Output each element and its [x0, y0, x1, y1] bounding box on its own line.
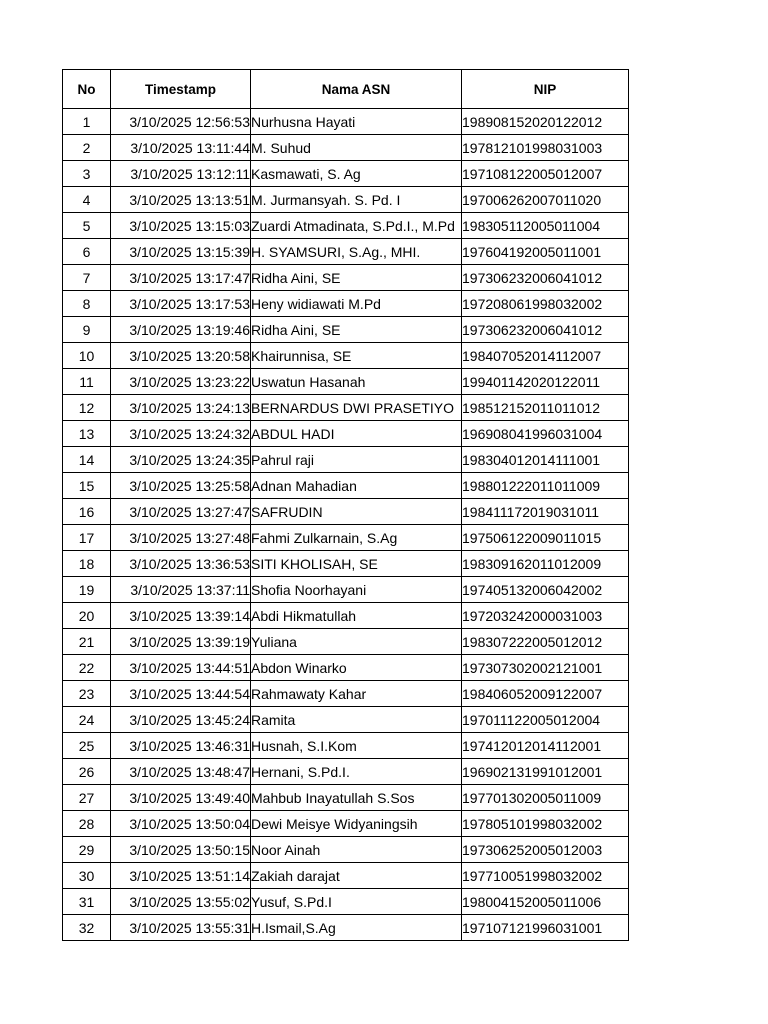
cell-nama-asn: Kasmawati, S. Ag	[251, 161, 462, 187]
cell-timestamp: 3/10/2025 13:24:32	[111, 421, 251, 447]
cell-nama-asn: Heny widiawati M.Pd	[251, 291, 462, 317]
cell-nama-asn: Nurhusna Hayati	[251, 109, 462, 135]
cell-timestamp: 3/10/2025 13:13:51	[111, 187, 251, 213]
table-row	[63, 447, 629, 473]
cell-no: 23	[63, 681, 111, 707]
cell-no: 17	[63, 525, 111, 551]
cell-no: 10	[63, 343, 111, 369]
cell-no: 19	[63, 577, 111, 603]
table-row	[63, 187, 629, 213]
cell-nama-asn: Ridha Aini, SE	[251, 265, 462, 291]
cell-nip: 197701302005011009	[462, 785, 629, 811]
cell-nip: 197011122005012004	[462, 707, 629, 733]
header-nip: NIP	[462, 70, 629, 109]
cell-nip: 198309162011012009	[462, 551, 629, 577]
cell-timestamp: 3/10/2025 13:48:47	[111, 759, 251, 785]
cell-timestamp: 3/10/2025 13:17:47	[111, 265, 251, 291]
cell-timestamp: 3/10/2025 13:49:40	[111, 785, 251, 811]
cell-nama-asn: Uswatun Hasanah	[251, 369, 462, 395]
cell-nama-asn: Rahmawaty Kahar	[251, 681, 462, 707]
cell-nama-asn: Zakiah darajat	[251, 863, 462, 889]
table-row	[63, 785, 629, 811]
cell-nama-asn: Husnah, S.I.Kom	[251, 733, 462, 759]
cell-nama-asn: Abdi Hikmatullah	[251, 603, 462, 629]
cell-timestamp: 3/10/2025 13:36:53	[111, 551, 251, 577]
cell-nama-asn: Khairunnisa, SE	[251, 343, 462, 369]
cell-nama-asn: Ridha Aini, SE	[251, 317, 462, 343]
table-body	[63, 109, 629, 941]
cell-nip: 197306232006041012	[462, 317, 629, 343]
cell-timestamp: 3/10/2025 13:23:22	[111, 369, 251, 395]
table-row	[63, 577, 629, 603]
cell-timestamp: 3/10/2025 13:39:19	[111, 629, 251, 655]
table-row	[63, 915, 629, 941]
cell-no: 21	[63, 629, 111, 655]
cell-nip: 197805101998032002	[462, 811, 629, 837]
cell-timestamp: 3/10/2025 13:55:31	[111, 915, 251, 941]
cell-nip: 198411172019031011	[462, 499, 629, 525]
cell-nip: 197812101998031003	[462, 135, 629, 161]
cell-no: 32	[63, 915, 111, 941]
cell-timestamp: 3/10/2025 13:50:15	[111, 837, 251, 863]
table-row	[63, 213, 629, 239]
cell-no: 9	[63, 317, 111, 343]
cell-nip: 197107121996031001	[462, 915, 629, 941]
cell-timestamp: 3/10/2025 13:45:24	[111, 707, 251, 733]
table-row	[63, 863, 629, 889]
cell-nama-asn: M. Suhud	[251, 135, 462, 161]
cell-timestamp: 3/10/2025 13:11:44	[111, 135, 251, 161]
table-row	[63, 109, 629, 135]
table-row	[63, 421, 629, 447]
cell-nip: 197412012014112001	[462, 733, 629, 759]
cell-nip: 198512152011011012	[462, 395, 629, 421]
cell-no: 1	[63, 109, 111, 135]
cell-nama-asn: M. Jurmansyah. S. Pd. I	[251, 187, 462, 213]
cell-nip: 196908041996031004	[462, 421, 629, 447]
cell-nip: 198406052009122007	[462, 681, 629, 707]
cell-no: 29	[63, 837, 111, 863]
cell-nama-asn: Adnan Mahadian	[251, 473, 462, 499]
cell-nama-asn: Noor Ainah	[251, 837, 462, 863]
cell-no: 25	[63, 733, 111, 759]
cell-timestamp: 3/10/2025 13:51:14	[111, 863, 251, 889]
cell-timestamp: 3/10/2025 13:55:02	[111, 889, 251, 915]
cell-nama-asn: Dewi Meisye Widyaningsih	[251, 811, 462, 837]
table-row	[63, 551, 629, 577]
cell-timestamp: 3/10/2025 13:15:03	[111, 213, 251, 239]
cell-nip: 197506122009011015	[462, 525, 629, 551]
cell-timestamp: 3/10/2025 13:20:58	[111, 343, 251, 369]
table-row	[63, 603, 629, 629]
table-row	[63, 837, 629, 863]
cell-no: 24	[63, 707, 111, 733]
cell-timestamp: 3/10/2025 13:27:47	[111, 499, 251, 525]
header-timestamp: Timestamp	[111, 70, 251, 109]
cell-nama-asn: Ramita	[251, 707, 462, 733]
cell-nip: 198304012014111001	[462, 447, 629, 473]
header-row	[63, 70, 629, 109]
cell-nama-asn: SAFRUDIN	[251, 499, 462, 525]
cell-nip: 198407052014112007	[462, 343, 629, 369]
cell-nama-asn: ABDUL HADI	[251, 421, 462, 447]
header-no: No	[63, 70, 111, 109]
cell-nip: 198004152005011006	[462, 889, 629, 915]
cell-nama-asn: H.Ismail,S.Ag	[251, 915, 462, 941]
cell-no: 12	[63, 395, 111, 421]
cell-nip: 197006262007011020	[462, 187, 629, 213]
cell-timestamp: 3/10/2025 13:19:46	[111, 317, 251, 343]
cell-timestamp: 3/10/2025 13:27:48	[111, 525, 251, 551]
cell-timestamp: 3/10/2025 13:44:54	[111, 681, 251, 707]
table-row	[63, 811, 629, 837]
table-row	[63, 473, 629, 499]
cell-nama-asn: BERNARDUS DWI PRASETIYO	[251, 395, 462, 421]
cell-nip: 197306232006041012	[462, 265, 629, 291]
cell-no: 31	[63, 889, 111, 915]
cell-nama-asn: Hernani, S.Pd.I.	[251, 759, 462, 785]
cell-nama-asn: Yusuf, S.Pd.I	[251, 889, 462, 915]
cell-nama-asn: SITI KHOLISAH, SE	[251, 551, 462, 577]
cell-no: 27	[63, 785, 111, 811]
table-row	[63, 889, 629, 915]
cell-nip: 197208061998032002	[462, 291, 629, 317]
cell-no: 7	[63, 265, 111, 291]
table-row	[63, 369, 629, 395]
cell-no: 3	[63, 161, 111, 187]
cell-no: 18	[63, 551, 111, 577]
table-row	[63, 265, 629, 291]
cell-nip: 198801222011011009	[462, 473, 629, 499]
cell-no: 15	[63, 473, 111, 499]
cell-timestamp: 3/10/2025 13:24:13	[111, 395, 251, 421]
table-row	[63, 759, 629, 785]
cell-timestamp: 3/10/2025 13:25:58	[111, 473, 251, 499]
cell-timestamp: 3/10/2025 13:17:53	[111, 291, 251, 317]
cell-nip: 199401142020122011	[462, 369, 629, 395]
cell-timestamp: 3/10/2025 13:24:35	[111, 447, 251, 473]
cell-no: 8	[63, 291, 111, 317]
table-row	[63, 707, 629, 733]
table-row	[63, 395, 629, 421]
cell-no: 11	[63, 369, 111, 395]
cell-no: 28	[63, 811, 111, 837]
cell-nama-asn: Fahmi Zulkarnain, S.Ag	[251, 525, 462, 551]
table-row	[63, 343, 629, 369]
table-row	[63, 291, 629, 317]
cell-nama-asn: Yuliana	[251, 629, 462, 655]
cell-no: 5	[63, 213, 111, 239]
cell-no: 20	[63, 603, 111, 629]
cell-nip: 198908152020122012	[462, 109, 629, 135]
cell-nama-asn: Abdon Winarko	[251, 655, 462, 681]
cell-nip: 197405132006042002	[462, 577, 629, 603]
cell-nama-asn: Mahbub Inayatullah S.Sos	[251, 785, 462, 811]
cell-nip: 197710051998032002	[462, 863, 629, 889]
cell-nip: 196902131991012001	[462, 759, 629, 785]
table-row	[63, 161, 629, 187]
table-row	[63, 733, 629, 759]
cell-timestamp: 3/10/2025 13:44:51	[111, 655, 251, 681]
cell-no: 26	[63, 759, 111, 785]
cell-timestamp: 3/10/2025 13:39:14	[111, 603, 251, 629]
table-header	[63, 70, 629, 109]
cell-no: 14	[63, 447, 111, 473]
table-row	[63, 135, 629, 161]
cell-no: 16	[63, 499, 111, 525]
header-nama-asn: Nama ASN	[251, 70, 462, 109]
cell-timestamp: 3/10/2025 13:15:39	[111, 239, 251, 265]
cell-nip: 197203242000031003	[462, 603, 629, 629]
cell-no: 13	[63, 421, 111, 447]
cell-nip: 197604192005011001	[462, 239, 629, 265]
cell-no: 6	[63, 239, 111, 265]
cell-nama-asn: Pahrul raji	[251, 447, 462, 473]
table-row	[63, 525, 629, 551]
table-row	[63, 317, 629, 343]
cell-no: 22	[63, 655, 111, 681]
cell-timestamp: 3/10/2025 13:37:11	[111, 577, 251, 603]
cell-no: 30	[63, 863, 111, 889]
cell-timestamp: 3/10/2025 13:50:04	[111, 811, 251, 837]
cell-nip: 198307222005012012	[462, 629, 629, 655]
table-row	[63, 655, 629, 681]
cell-nama-asn: Zuardi Atmadinata, S.Pd.I., M.Pd	[251, 213, 462, 239]
cell-nip: 197307302002121001	[462, 655, 629, 681]
table-row	[63, 629, 629, 655]
cell-timestamp: 3/10/2025 12:56:53	[111, 109, 251, 135]
cell-nama-asn: H. SYAMSURI, S.Ag., MHI.	[251, 239, 462, 265]
attendance-table	[62, 69, 629, 941]
cell-nip: 198305112005011004	[462, 213, 629, 239]
cell-nip: 197306252005012003	[462, 837, 629, 863]
cell-timestamp: 3/10/2025 13:12:11	[111, 161, 251, 187]
cell-no: 2	[63, 135, 111, 161]
cell-nama-asn: Shofia Noorhayani	[251, 577, 462, 603]
cell-no: 4	[63, 187, 111, 213]
table-row	[63, 239, 629, 265]
table-row	[63, 499, 629, 525]
cell-nip: 197108122005012007	[462, 161, 629, 187]
cell-timestamp: 3/10/2025 13:46:31	[111, 733, 251, 759]
table-row	[63, 681, 629, 707]
